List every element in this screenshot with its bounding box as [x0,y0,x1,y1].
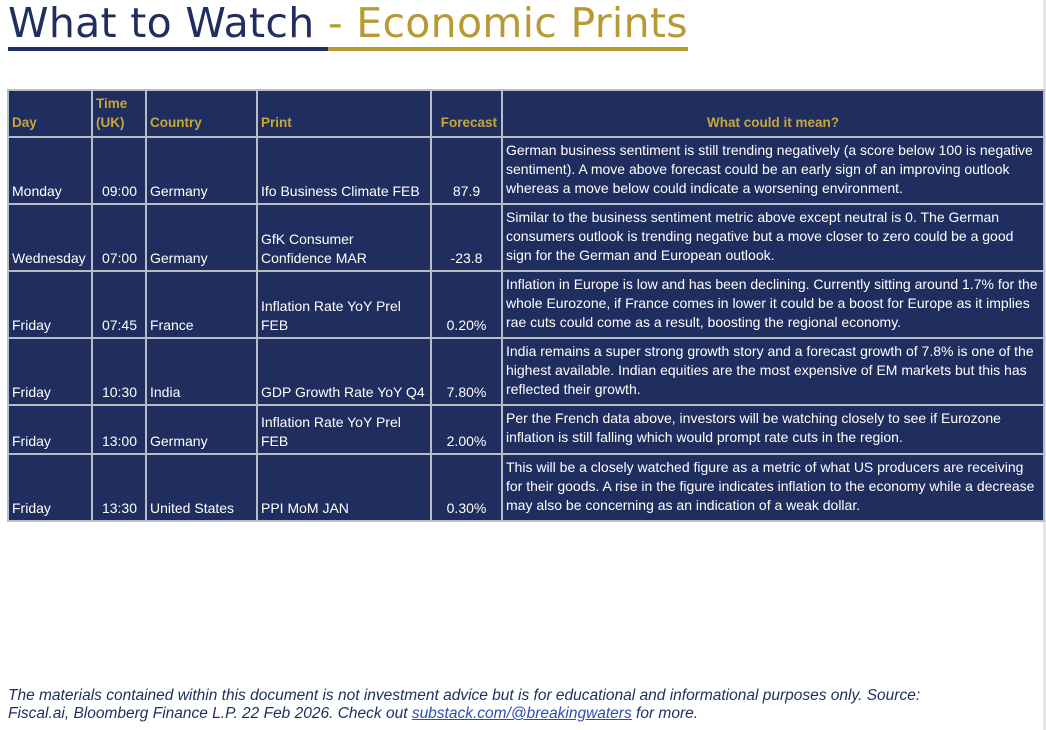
cell-day: Friday [8,454,92,521]
table-row [8,271,1044,338]
cell-country: Germany [146,405,257,454]
header-print: Print [257,90,431,137]
table-header-row [8,90,1044,137]
cell-country: France [146,271,257,338]
cell-meaning: Per the French data above, investors will be watching closely to see if Eurozone inflation is still falling which would prompt rate cuts in the region. [502,405,1044,454]
cell-forecast: 87.9 [431,137,502,204]
page-title [8,0,688,46]
header-time-line1: Time [96,96,128,111]
table-row [8,454,1044,521]
cell-meaning: India remains a super strong growth story and a forecast growth of 7.8% is one of the highest available. Indian equities are the most expensive of EM markets but this has reflected their growth. [502,338,1044,405]
cell-forecast: 7.80% [431,338,502,405]
disclaimer-footer [8,687,968,723]
economic-prints-table [7,89,1045,522]
cell-country: India [146,338,257,405]
cell-forecast: 0.30% [431,454,502,521]
title-main: What to Watch [8,0,328,51]
disclaimer-suffix: for more. [631,705,699,722]
cell-time: 10:30 [92,338,146,405]
cell-country: Germany [146,204,257,271]
cell-time: 07:45 [92,271,146,338]
cell-print: Inflation Rate YoY Prel FEB [257,271,431,338]
cell-meaning: This will be a closely watched figure as a metric of what US producers are receiving for their goods. A rise in the figure indicates inflation to the economy while a decrease may also be concerning as an indication of a weak dollar. [502,454,1044,521]
cell-day: Friday [8,271,92,338]
disclaimer-text: The materials contained within this document is not investment advice but is for educational and informational purposes only. Source: Fiscal.ai, Bloomberg Finance L.P. 22 Feb 2026. Check out [8,687,921,722]
cell-day: Wednesday [8,204,92,271]
header-time-line2: (UK) [96,115,125,130]
title-sub: - Economic Prints [328,0,688,51]
cell-meaning: German business sentiment is still trending negatively (a score below 100 is negative sentiment). A move above forecast could be an early sign of an improving outlook whereas a move below could indicate a worsening environment. [502,137,1044,204]
substack-link[interactable]: substack.com/@breakingwaters [411,705,632,722]
header-country: Country [146,90,257,137]
cell-print: GfK Consumer Confidence MAR [257,204,431,271]
cell-day: Friday [8,338,92,405]
header-time [92,90,146,137]
cell-meaning: Similar to the business sentiment metric above except neutral is 0. The German consumers outlook is trending negative but a move closer to zero could be a good sign for the German and European outlook. [502,204,1044,271]
cell-day: Monday [8,137,92,204]
header-day: Day [8,90,92,137]
cell-day: Friday [8,405,92,454]
cell-meaning: Inflation in Europe is low and has been declining. Currently sitting around 1.7% for the whole Eurozone, if France comes in lower it could be a boost for Europe as it implies rae cuts could come as a result, boosting the regional economy. [502,271,1044,338]
cell-country: United States [146,454,257,521]
table-row [8,338,1044,405]
table-row [8,204,1044,271]
cell-time: 09:00 [92,137,146,204]
cell-print: Ifo Business Climate FEB [257,137,431,204]
cell-country: Germany [146,137,257,204]
cell-time: 07:00 [92,204,146,271]
cell-print: GDP Growth Rate YoY Q4 [257,338,431,405]
cell-forecast: 2.00% [431,405,502,454]
table-row [8,137,1044,204]
cell-print: Inflation Rate YoY Prel FEB [257,405,431,454]
cell-forecast: 0.20% [431,271,502,338]
cell-time: 13:00 [92,405,146,454]
table-row [8,405,1044,454]
header-forecast: Forecast [431,90,502,137]
cell-time: 13:30 [92,454,146,521]
header-meaning: What could it mean? [502,90,1044,137]
cell-print: PPI MoM JAN [257,454,431,521]
cell-forecast: -23.8 [431,204,502,271]
